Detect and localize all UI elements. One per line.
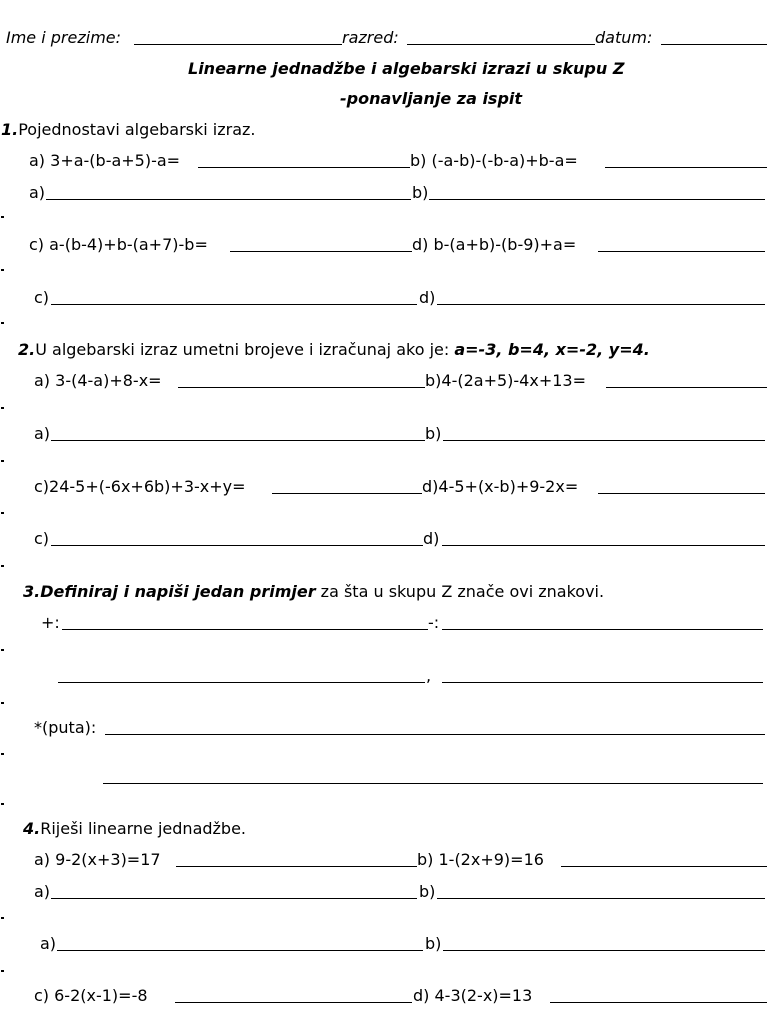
task1-c-line[interactable] <box>230 251 412 252</box>
task2-b-expr: b)4-(2a+5)-4x+13= <box>425 371 586 390</box>
task2-a-line[interactable] <box>178 387 425 388</box>
task2-b-answer-label: b) <box>425 424 442 443</box>
task3-times-line[interactable] <box>105 734 765 735</box>
task4-b-answer-line[interactable] <box>437 898 765 899</box>
task3-line-left[interactable] <box>58 682 425 683</box>
task4-b-equation: b) 1-(2x+9)=16 <box>417 850 544 869</box>
task4-b-answer-label: b) <box>419 882 436 901</box>
task4-a-equation: a) 9-2(x+3)=17 <box>34 850 161 869</box>
task1-d-expr: d) b-(a+b)-(b-9)+a= <box>412 235 577 254</box>
task2-c-expr: c)24-5+(-6x+6b)+3-x+y= <box>34 477 246 496</box>
task1-heading <box>1 122 256 138</box>
task1-b-expr: b) (-a-b)-(-b-a)+b-a= <box>410 151 578 170</box>
task2-c-answer-label: c) <box>34 529 50 548</box>
task2-b-answer-line[interactable] <box>443 440 765 441</box>
margin-dot <box>1 702 4 704</box>
task3-text: za šta u skupu Z znače ovi znakovi. <box>315 582 605 601</box>
task3-times-line-2[interactable] <box>103 783 763 784</box>
task1-b-line[interactable] <box>605 167 767 168</box>
task4-a-line[interactable] <box>176 866 417 867</box>
task3-line-right[interactable] <box>442 682 763 683</box>
margin-dot <box>1 753 4 755</box>
task3-minus-label: -: <box>428 613 440 632</box>
task4-a-answer-line[interactable] <box>51 898 417 899</box>
date-field[interactable] <box>661 44 767 45</box>
task1-c-answer-line[interactable] <box>51 304 417 305</box>
margin-dot <box>1 512 4 514</box>
task2-c-line[interactable] <box>272 493 422 494</box>
task1-text: Pojednostavi algebarski izraz. <box>18 120 256 139</box>
task2-text: U algebarski izraz umetni brojeve i izračunaj ako je: <box>35 340 455 359</box>
margin-dot <box>1 216 4 218</box>
class-field[interactable] <box>407 44 595 45</box>
task4-a-answer-label-2: a) <box>40 934 57 953</box>
date-label: datum: <box>595 28 653 47</box>
task4-heading <box>23 821 246 837</box>
task1-a-expr: a) 3+a-(b-a+5)-a= <box>29 151 181 170</box>
margin-dot <box>1 565 4 567</box>
name-field[interactable] <box>134 44 342 45</box>
task2-heading <box>18 342 650 358</box>
task2-d-expr: d)4-5+(x-b)+9-2x= <box>422 477 579 496</box>
task1-c-answer-label: c) <box>34 288 50 307</box>
task1-d-line[interactable] <box>598 251 765 252</box>
task4-c-line[interactable] <box>175 1002 412 1003</box>
task2-d-answer-line[interactable] <box>442 545 765 546</box>
task2-values: a=-3, b=4, x=-2, y=4. <box>454 340 650 359</box>
task3-times-label: *(puta): <box>34 718 97 737</box>
task3-bold-text: Definiraj i napiši jedan primjer <box>40 582 316 601</box>
task2-b-line[interactable] <box>606 387 767 388</box>
task4-number: 4. <box>23 819 41 838</box>
task1-b-answer-label: b) <box>412 183 429 202</box>
task2-a-answer-line[interactable] <box>51 440 425 441</box>
task1-b-answer-line[interactable] <box>429 199 765 200</box>
task2-d-line[interactable] <box>598 493 765 494</box>
page-title: Linearne jednadžbe i algebarski izrazi u skupu Z <box>188 59 625 78</box>
task1-c-expr: c) a-(b-4)+b-(a+7)-b= <box>29 235 208 254</box>
task4-text: Riješi linearne jednadžbe. <box>40 819 247 838</box>
task4-d-equation: d) 4-3(2-x)=13 <box>413 986 533 1005</box>
task4-a-answer-label: a) <box>34 882 51 901</box>
task2-number: 2. <box>18 340 36 359</box>
task1-a-answer-line[interactable] <box>46 199 411 200</box>
task2-d-answer-label: d) <box>423 529 440 548</box>
margin-dot <box>1 803 4 805</box>
task4-c-equation: c) 6-2(x-1)=-8 <box>34 986 148 1005</box>
task2-a-expr: a) 3-(4-a)+8-x= <box>34 371 162 390</box>
margin-dot <box>1 970 4 972</box>
task4-a-answer-line-2[interactable] <box>57 950 423 951</box>
task2-c-answer-line[interactable] <box>51 545 423 546</box>
task2-a-answer-label: a) <box>34 424 51 443</box>
margin-dot <box>1 649 4 651</box>
task1-d-answer-line[interactable] <box>437 304 765 305</box>
page-subtitle: -ponavljanje za ispit <box>340 89 523 108</box>
task4-d-line[interactable] <box>550 1002 767 1003</box>
task3-plus-line[interactable] <box>62 629 428 630</box>
task3-plus-label: +: <box>41 613 60 632</box>
margin-dot <box>1 269 4 271</box>
name-label: Ime i prezime: <box>6 28 122 47</box>
class-label: razred: <box>342 28 399 47</box>
task3-comma: , <box>426 666 432 685</box>
margin-dot <box>1 460 4 462</box>
task1-a-answer-label: a) <box>29 183 46 202</box>
task1-d-answer-label: d) <box>419 288 436 307</box>
margin-dot <box>1 407 4 409</box>
task1-a-line[interactable] <box>198 167 410 168</box>
task4-b-answer-label-2: b) <box>425 934 442 953</box>
task3-minus-line[interactable] <box>442 629 763 630</box>
margin-dot <box>1 917 4 919</box>
task4-b-line[interactable] <box>561 866 767 867</box>
task3-number: 3. <box>23 582 41 601</box>
task3-heading <box>23 584 604 600</box>
task1-number: 1. <box>1 120 19 139</box>
task4-b-answer-line-2[interactable] <box>443 950 765 951</box>
margin-dot <box>1 322 4 324</box>
